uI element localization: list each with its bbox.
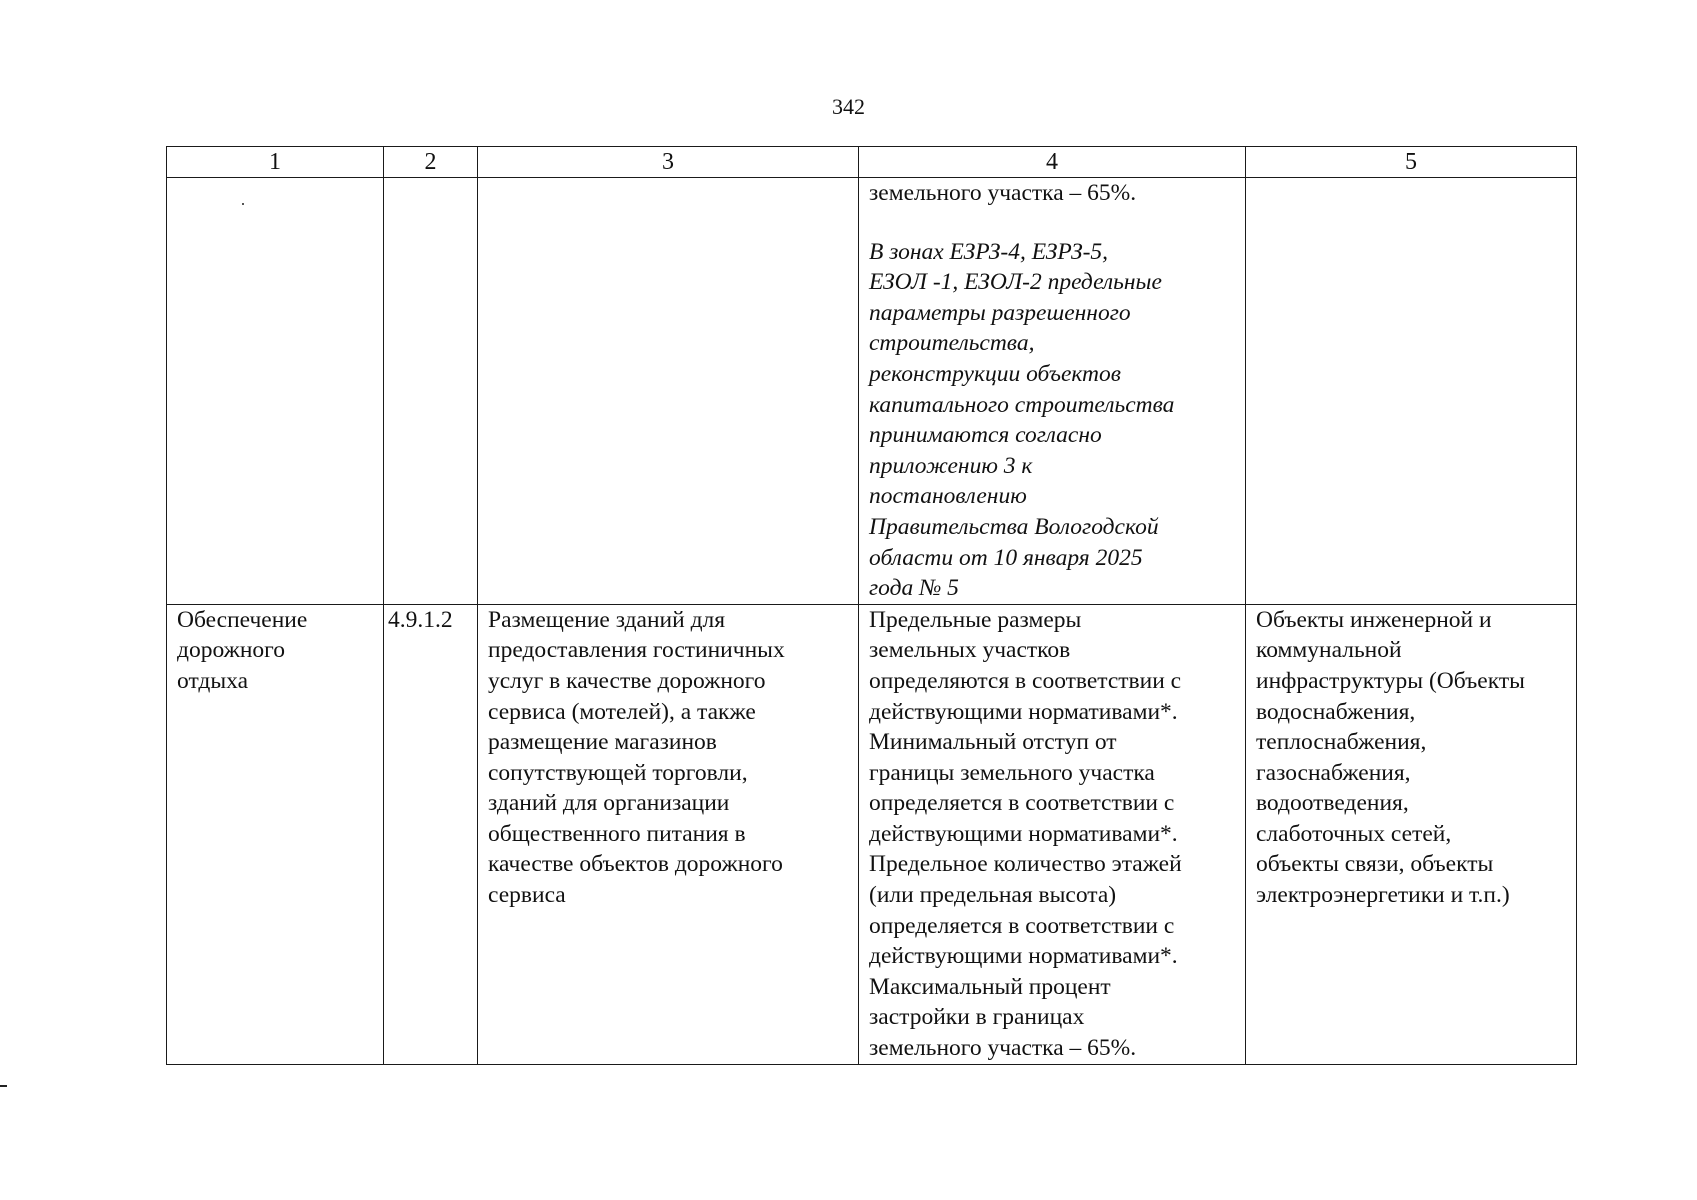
cell-description xyxy=(478,604,859,1064)
cell-empty xyxy=(167,178,384,605)
infrastructure-text: Объекты инженерной и коммунальной инфраструктуры (Объекты водоснабжения, теплоснабжения, газоснабжения, водоотведения, слаботочных сетей, объекты связи, объекты электроэнергетики и т.п.) xyxy=(1256,606,1525,909)
cell-parameters-continuation xyxy=(859,178,1246,605)
column-header-5: 5 xyxy=(1246,147,1577,178)
parameters-text: Предельные размеры земельных участков определяются в соответствии с действующими нормативами*. Минимальный отступ от границы земельного участка определяется в соответствии с действующими нормативами*. Предельное количество этажей (или предельная высота) определяется в соответствии с действующими нормативами*. Максимальный процент застройки в границах земельного участка – 65%. xyxy=(869,606,1182,1062)
page-number: 342 xyxy=(832,94,865,119)
cell-empty xyxy=(1246,178,1577,605)
use-type-text: Обеспечение дорожного отдыха xyxy=(177,606,308,694)
zones-note-text: В зонах ЕЗРЗ-4, ЕЗРЗ-5, ЕЗОЛ -1, ЕЗОЛ-2 предельные параметры разрешенного строительства, реконструкции объектов капитального строительства принимаются согласно приложению 3 к постановлению Правительства Вологодской области от 10 января 2025 года № 5 xyxy=(869,238,1175,602)
column-header-1: 1 xyxy=(167,147,384,178)
parameters-tail-text: земельного участка – 65%. xyxy=(869,180,1137,206)
table-header-row xyxy=(167,147,1577,178)
regulations-table xyxy=(166,146,1577,1065)
cell-parameters xyxy=(859,604,1246,1064)
cell-infrastructure xyxy=(1246,604,1577,1064)
table-row-continuation xyxy=(167,178,1577,605)
column-header-3: 3 xyxy=(478,147,859,178)
code-text: 4.9.1.2 xyxy=(388,606,453,633)
column-header-2: 2 xyxy=(384,147,478,178)
cell-empty xyxy=(384,178,478,605)
table-row xyxy=(167,604,1577,1064)
cell-code xyxy=(384,604,478,1064)
cell-use-type xyxy=(167,604,384,1064)
cell-empty xyxy=(478,178,859,605)
description-text: Размещение зданий для предоставления гостиничных услуг в качестве дорожного сервиса (мотелей), а также размещение магазинов сопутствующей торговли, зданий для организации общественного питания в качестве объектов дорожного сервиса xyxy=(488,606,785,909)
column-header-4: 4 xyxy=(859,147,1246,178)
margin-mark xyxy=(0,1085,7,1087)
